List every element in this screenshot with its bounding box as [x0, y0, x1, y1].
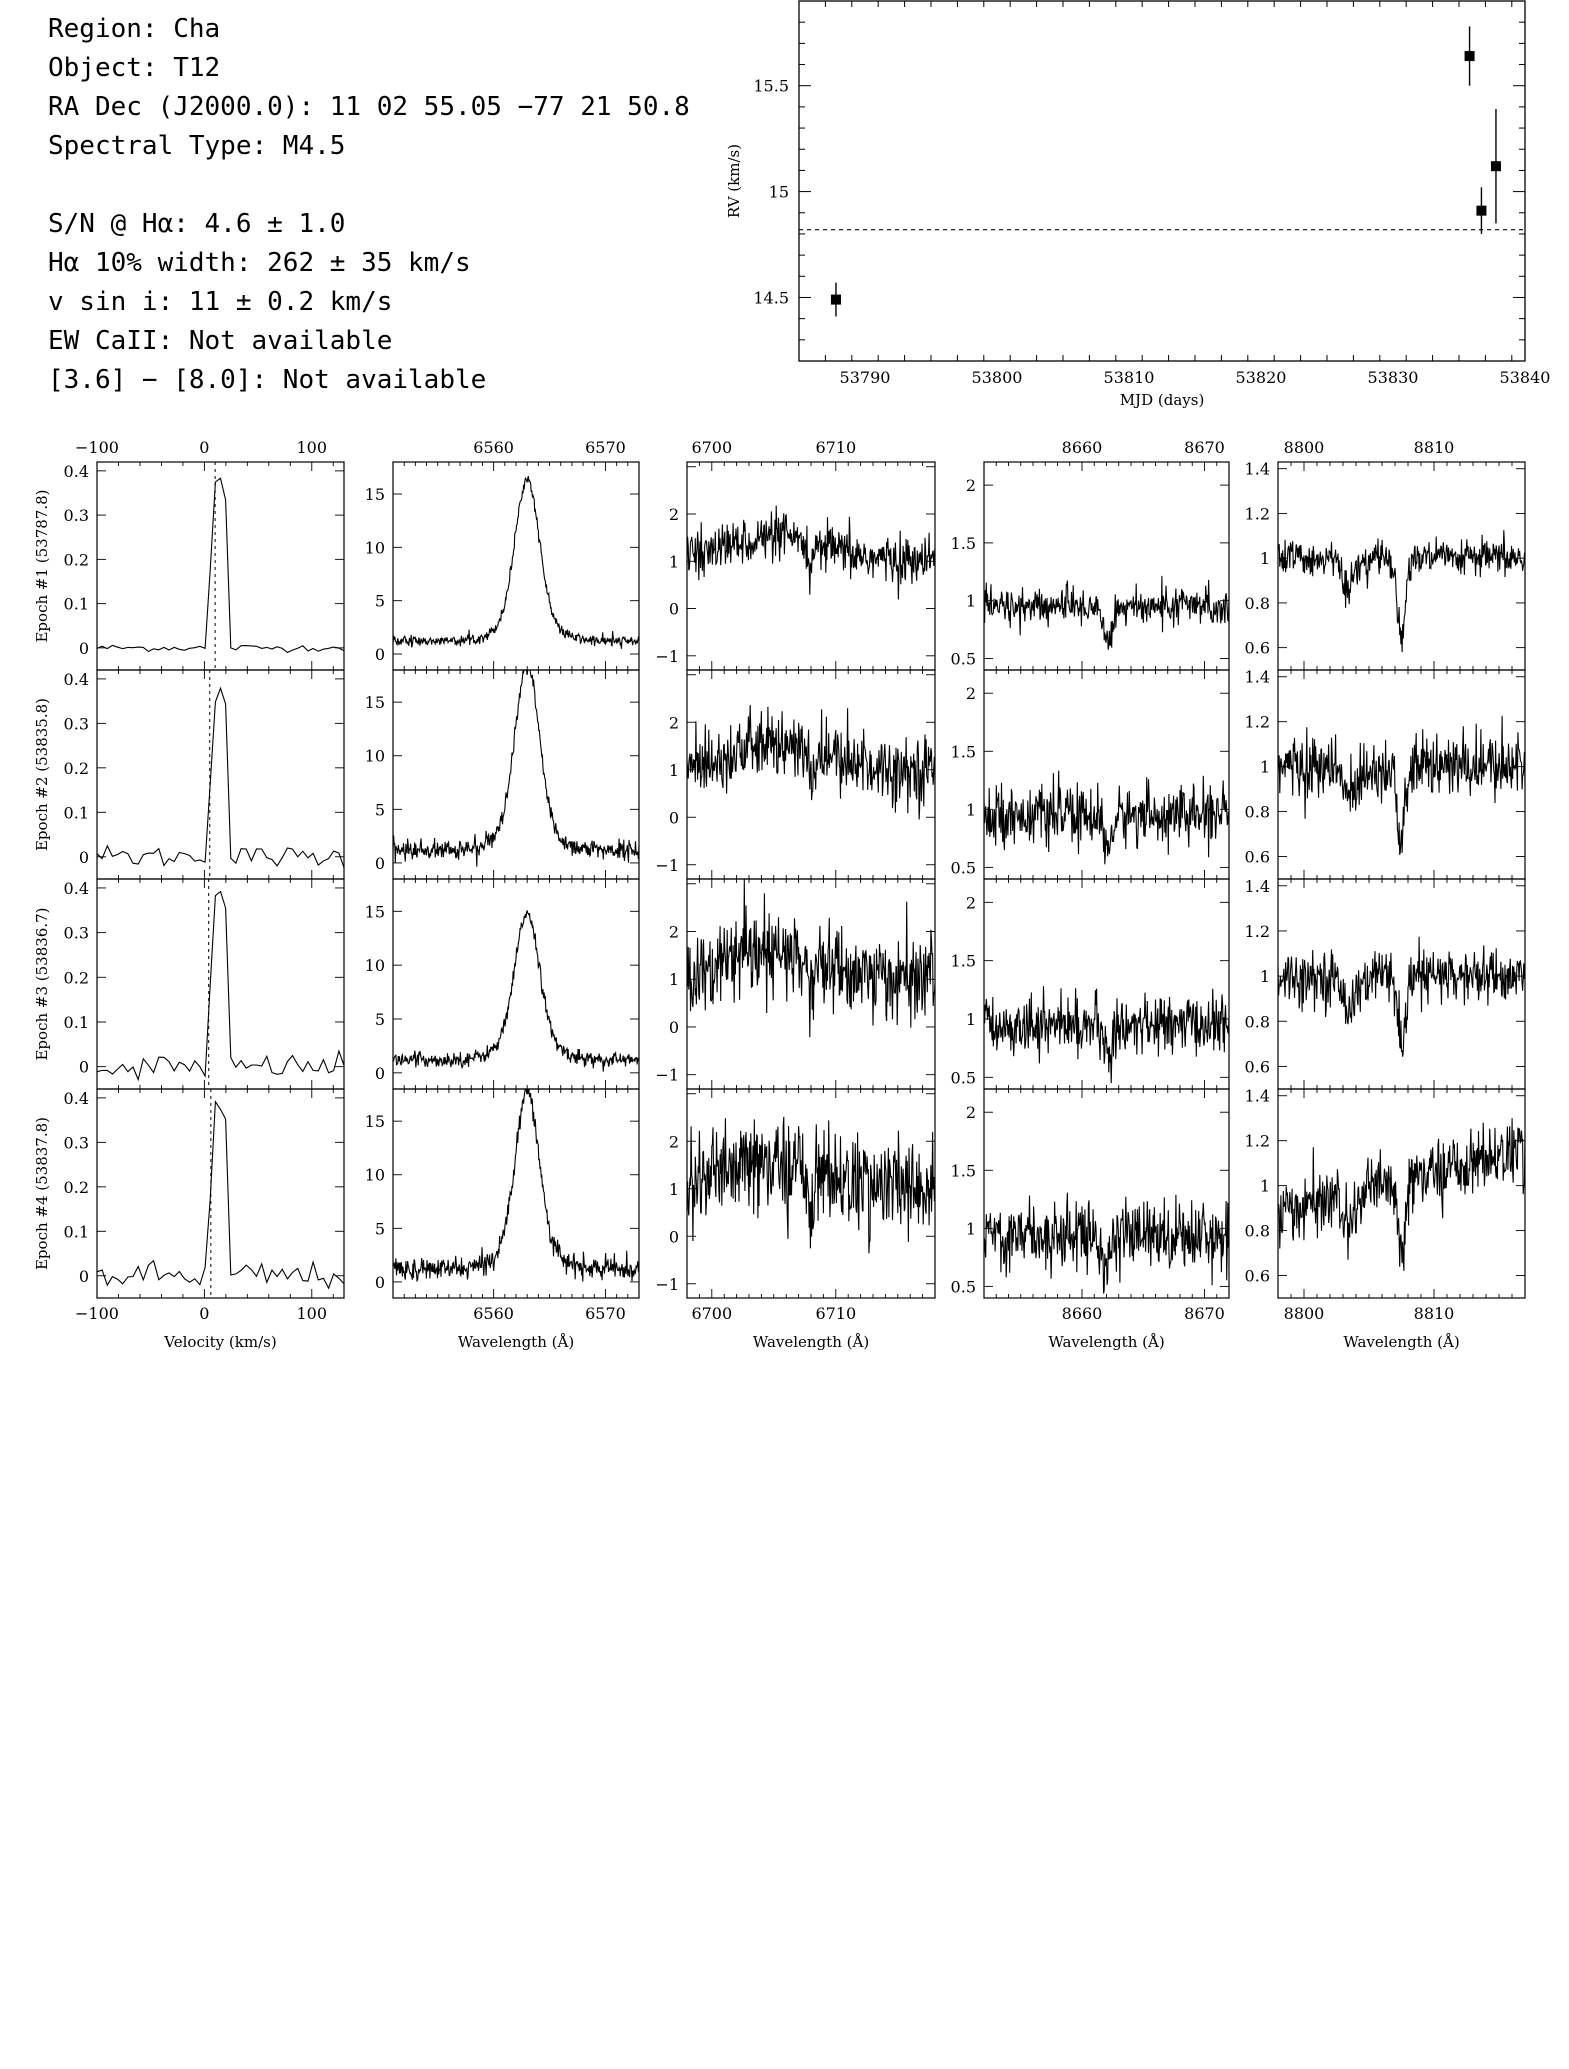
spectrum-panel: [97, 462, 344, 670]
epoch-label: Epoch #4 (53837.8): [33, 1116, 51, 1271]
panel-ytick-label: 0: [78, 847, 89, 867]
panel-ytick-label: 0.2: [63, 1177, 89, 1197]
panel-ytick-label: 0.5: [950, 649, 976, 669]
spec-top-xtick-label: 8800: [1283, 438, 1325, 457]
spectrum-line: [687, 705, 935, 819]
panel-ytick-label: 2: [668, 1132, 679, 1152]
panel-ytick-label: 1.5: [950, 533, 976, 553]
spec-top-xtick-label: 6700: [691, 438, 733, 457]
panel-ytick-label: 0.2: [63, 758, 89, 778]
spec-top-xtick-label: 8670: [1184, 438, 1225, 457]
panel-ytick-label: 1.5: [950, 951, 976, 971]
panel-ytick-label: 0.5: [950, 858, 976, 878]
panel-ytick-label: 2: [668, 505, 679, 524]
panel-ytick-label: 1: [965, 591, 976, 611]
panel-ytick-label: 0.5: [950, 1068, 976, 1088]
rv-ylabel: RV (km/s): [725, 143, 743, 219]
panel-ytick-label: −1: [655, 1065, 679, 1085]
panel-ytick-label: 5: [374, 1219, 385, 1239]
spectrum-panel: [1278, 1089, 1525, 1298]
panel-ytick-label: 0.3: [63, 714, 89, 734]
panel-ytick-label: 0.3: [63, 1133, 89, 1153]
panel-ytick-label: 1: [965, 1010, 976, 1029]
spectrum-line: [97, 892, 344, 1080]
epoch-label: Epoch #3 (53836.7): [33, 907, 51, 1061]
rv-xlabel: MJD (days): [1119, 391, 1205, 409]
panel-ytick-label: 1: [668, 970, 679, 990]
spec-xlabel: Wavelength (Å): [752, 1333, 870, 1351]
panel-ytick-label: 1.5: [950, 1161, 976, 1181]
panel-ytick-label: 0.6: [1244, 638, 1270, 658]
panel-ytick-label: 1: [668, 1179, 679, 1199]
panel-ytick-label: 1.4: [1244, 876, 1270, 896]
panel-ytick-label: 1: [1259, 967, 1270, 987]
spectrum-panel: [393, 879, 639, 1089]
panel-frame: [393, 879, 639, 1089]
rv-xtick-label: 53800: [971, 368, 1023, 387]
panel-ytick-label: 1.4: [1244, 459, 1270, 479]
spectrum-line: [97, 478, 344, 652]
panel-ytick-label: 0.4: [63, 669, 89, 689]
spectrum-panel: [97, 879, 344, 1089]
spectrum-line: [393, 1089, 639, 1282]
panel-ytick-label: 0.8: [1244, 593, 1270, 613]
panel-ytick-label: 0: [374, 853, 385, 873]
ew-caii-text: EW CaII: Not available: [48, 326, 393, 356]
panel-ytick-label: 1: [1259, 1176, 1270, 1196]
panel-ytick-label: 0.6: [1244, 1057, 1270, 1077]
object-text: Object: T12: [48, 53, 221, 83]
panel-ytick-label: 5: [374, 1010, 385, 1029]
panel-ytick-label: 0: [78, 638, 89, 658]
spectrum-panel: [984, 670, 1229, 879]
rv-plot-frame: [799, 1, 1525, 361]
panel-frame: [1278, 1089, 1525, 1298]
panel-frame: [97, 670, 344, 879]
panel-ytick-label: 0.1: [63, 1012, 89, 1032]
rv-xtick-label: 53830: [1367, 368, 1419, 387]
spectrum-panel: [393, 670, 639, 879]
spectrum-panel: [984, 462, 1229, 670]
spec-bottom-xtick-label: 100: [296, 1304, 328, 1323]
spectrum-panel: [687, 670, 935, 879]
rv-xtick-label: 53790: [839, 368, 891, 387]
panel-ytick-label: 1: [668, 760, 679, 780]
rv-ytick-label: 15.5: [753, 76, 789, 96]
panel-frame: [393, 670, 639, 879]
spectrum-panel: [97, 670, 344, 879]
panel-ytick-label: 2: [965, 1103, 976, 1123]
spectrum-line: [687, 879, 935, 1037]
spec-top-xtick-label: 0: [199, 438, 210, 457]
panel-ytick-label: 0: [668, 599, 679, 619]
spec-xlabel: Velocity (km/s): [164, 1333, 277, 1351]
spectrum-panel: [97, 1089, 344, 1298]
spec-xlabel: Wavelength (Å): [457, 1333, 575, 1351]
panel-ytick-label: 10: [364, 538, 385, 558]
panel-ytick-label: 0: [78, 1057, 89, 1077]
spectrum-panel: [984, 1089, 1229, 1298]
spec-bottom-xtick-label: 0: [199, 1304, 210, 1323]
panel-ytick-label: 2: [668, 713, 679, 733]
panel-ytick-label: 0.1: [63, 1222, 89, 1242]
panel-ytick-label: 1.4: [1244, 1086, 1270, 1106]
panel-ytick-label: 15: [364, 902, 385, 922]
panel-ytick-label: 10: [364, 746, 385, 766]
epoch-label: Epoch #2 (53835.8): [33, 697, 51, 852]
spectrum-line: [393, 910, 639, 1071]
panel-ytick-label: 15: [364, 693, 385, 713]
spectrum-line: [393, 476, 639, 649]
spectrum-line: [984, 986, 1229, 1083]
panel-ytick-label: 1: [965, 800, 976, 820]
panel-ytick-label: 1: [1259, 549, 1270, 569]
panel-ytick-label: 5: [374, 800, 385, 820]
spectrum-line: [393, 670, 639, 867]
panel-ytick-label: 0.1: [63, 803, 89, 823]
spec-top-xtick-label: 100: [296, 438, 328, 457]
spectrum-line: [1278, 937, 1525, 1057]
spectrum-line: [687, 506, 935, 600]
rv-xtick-label: 53810: [1103, 368, 1155, 387]
panel-ytick-label: 10: [364, 956, 385, 976]
panel-ytick-label: 2: [965, 893, 976, 913]
spec-bottom-xtick-label: 6560: [473, 1304, 514, 1323]
vsini-text: v sin i: 11 ± 0.2 km/s: [48, 287, 393, 317]
panel-ytick-label: 0.8: [1244, 802, 1270, 822]
panel-frame: [97, 462, 344, 670]
spectrum-panel: [984, 879, 1229, 1089]
rv-xtick-label: 53840: [1499, 368, 1551, 387]
panel-ytick-label: 0.4: [63, 1088, 89, 1108]
spec-top-xtick-label: 8660: [1061, 438, 1103, 457]
panel-ytick-label: 1.2: [1244, 1131, 1270, 1151]
panel-ytick-label: 0.8: [1244, 1221, 1270, 1241]
spectrum-line: [687, 1117, 935, 1253]
panel-ytick-label: 1: [965, 1219, 976, 1239]
spectrum-panel: [1278, 879, 1525, 1089]
panel-frame: [984, 879, 1229, 1089]
panel-ytick-label: 0: [668, 1227, 679, 1247]
radec-text: RA Dec (J2000.0): 11 02 55.05 −77 21 50.8: [48, 92, 690, 122]
panel-ytick-label: 0.3: [63, 506, 89, 526]
epoch-label: Epoch #1 (53787.8): [33, 489, 51, 643]
rv-ytick-label: 15: [768, 182, 789, 202]
panel-frame: [97, 1089, 344, 1298]
rv-point: [1476, 206, 1486, 216]
panel-ytick-label: 0.2: [63, 550, 89, 570]
spec-bottom-xtick-label: −100: [75, 1304, 119, 1323]
spectrum-line: [1278, 1118, 1525, 1271]
panel-ytick-label: 0: [668, 1017, 679, 1037]
spec-top-xtick-label: 6710: [815, 438, 857, 457]
panel-ytick-label: 1: [1259, 757, 1270, 777]
panel-ytick-label: 10: [364, 1165, 385, 1185]
spec-bottom-xtick-label: 8800: [1283, 1304, 1325, 1323]
ir-color-text: [3.6] − [8.0]: Not available: [48, 365, 487, 395]
panel-ytick-label: 1.2: [1244, 712, 1270, 732]
panel-ytick-label: 1.4: [1244, 667, 1270, 687]
rv-point: [831, 295, 841, 305]
panel-ytick-label: 2: [668, 922, 679, 942]
panel-ytick-label: −1: [655, 1274, 679, 1294]
panel-ytick-label: 1.2: [1244, 921, 1270, 941]
spec-bottom-xtick-label: 8670: [1184, 1304, 1225, 1323]
spec-bottom-xtick-label: 6700: [691, 1304, 733, 1323]
region-text: Region: Cha: [48, 14, 221, 44]
spectrum-line: [984, 576, 1229, 650]
spec-top-xtick-label: 6570: [585, 438, 626, 457]
panel-ytick-label: 15: [364, 485, 385, 504]
spectrum-panel: [1278, 670, 1525, 879]
panel-ytick-label: 1: [668, 552, 679, 572]
spec-bottom-xtick-label: 8660: [1061, 1304, 1103, 1323]
panel-ytick-label: 0.3: [63, 923, 89, 943]
halpha-width-text: Hα 10% width: 262 ± 35 km/s: [48, 248, 471, 278]
spectrum-panel: [687, 879, 935, 1089]
spectrum-line: [97, 688, 344, 867]
panel-frame: [97, 879, 344, 1089]
panel-ytick-label: 1.2: [1244, 504, 1270, 524]
spectrum-line: [97, 1102, 344, 1288]
panel-ytick-label: 0.6: [1244, 847, 1270, 867]
spectrum-panel: [687, 1089, 935, 1298]
panel-ytick-label: −1: [655, 646, 679, 666]
spec-bottom-xtick-label: 6710: [815, 1304, 857, 1323]
spectrum-panel: [393, 462, 639, 670]
panel-ytick-label: 2: [965, 476, 976, 496]
spec-xlabel: Wavelength (Å): [1048, 1333, 1165, 1351]
spectrum-panel: [687, 462, 935, 670]
spec-bottom-xtick-label: 6570: [585, 1304, 626, 1323]
panel-ytick-label: 0.6: [1244, 1266, 1270, 1286]
panel-ytick-label: 0.4: [63, 878, 89, 898]
rv-xtick-label: 53820: [1235, 368, 1287, 387]
spec-xlabel: Wavelength (Å): [1343, 1333, 1460, 1351]
spectrum-line: [1278, 530, 1525, 652]
rv-ytick-label: 14.5: [753, 288, 789, 308]
panel-frame: [984, 670, 1229, 879]
spectrum-line: [984, 1193, 1229, 1294]
panel-ytick-label: 0: [668, 808, 679, 828]
spectrum-line: [984, 771, 1229, 865]
panel-ytick-label: 0.5: [950, 1277, 976, 1297]
panel-ytick-label: 0.2: [63, 968, 89, 988]
panel-ytick-label: 0: [374, 645, 385, 664]
panel-ytick-label: 5: [374, 591, 385, 611]
rv-point: [1491, 161, 1501, 171]
panel-ytick-label: 15: [364, 1112, 385, 1132]
panel-ytick-label: 0.4: [63, 461, 89, 481]
panel-ytick-label: −1: [655, 855, 679, 875]
panel-ytick-label: 0: [374, 1063, 385, 1083]
spec-top-xtick-label: 8810: [1413, 438, 1455, 457]
spec-top-xtick-label: 6560: [473, 438, 514, 457]
spectrum-panel: [393, 1089, 639, 1298]
spectrum-line: [1278, 716, 1525, 855]
panel-ytick-label: 0.1: [63, 594, 89, 614]
panel-ytick-label: 0: [374, 1272, 385, 1292]
spectral-type-text: Spectral Type: M4.5: [48, 131, 346, 161]
rv-point: [1465, 51, 1475, 61]
panel-ytick-label: 2: [965, 684, 976, 704]
panel-ytick-label: 0: [78, 1266, 89, 1286]
panel-ytick-label: 1.5: [950, 742, 976, 762]
spec-bottom-xtick-label: 8810: [1413, 1304, 1455, 1323]
sn-text: S/N @ Hα: 4.6 ± 1.0: [48, 209, 346, 239]
panel-ytick-label: 0.8: [1244, 1012, 1270, 1032]
spec-top-xtick-label: −100: [75, 438, 119, 457]
spectrum-panel: [1278, 462, 1525, 670]
